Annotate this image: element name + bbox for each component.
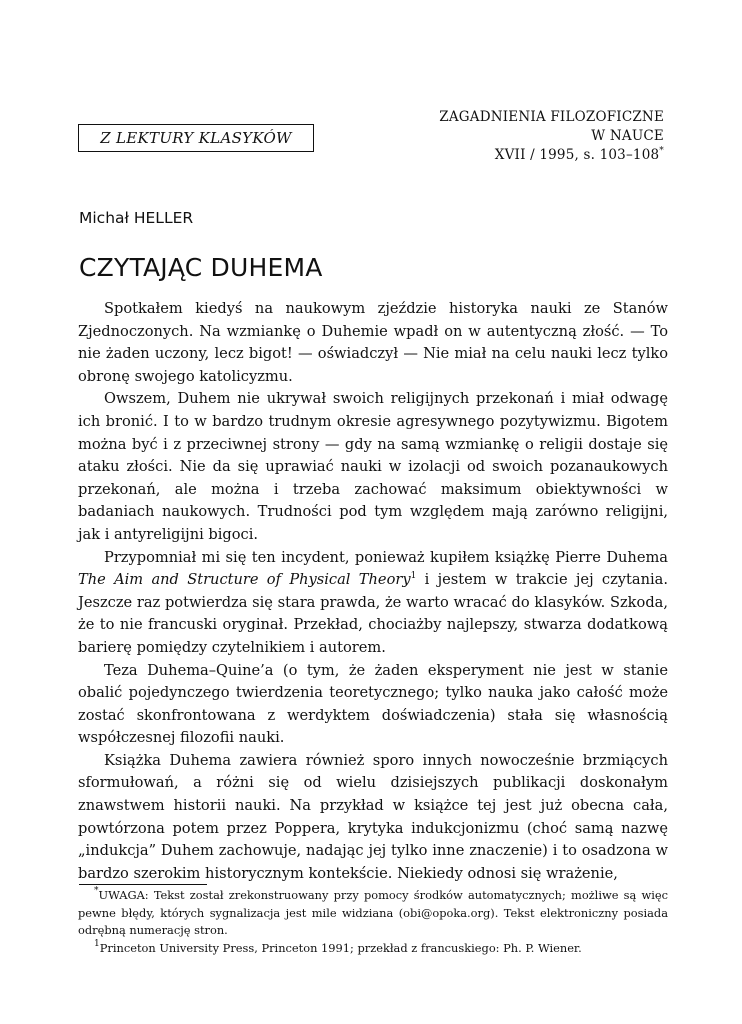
paragraph-3 xyxy=(78,547,668,660)
paragraph-3-start: Przypomniał mi się ten incydent, ponieważ kupiłem książkę Pierre Duhema xyxy=(104,548,668,566)
journal-issue-text: XVII / 1995, s. 103–108 xyxy=(494,147,660,163)
paragraph-1: Spotkałem kiedyś na naukowym zjeździe historyka nauki ze Stanów Zjednoczonych. Na wzmiankę o Duhemie wpadł on w autentyczną złość. — To nie żaden uczony, lecz bigot! — oświadczył — Nie miał na celu nauki lecz tylko obronę swojego katolicyzmu. xyxy=(78,300,668,385)
journal-issue xyxy=(439,146,664,165)
footnote-star xyxy=(78,887,668,940)
footnote-1 xyxy=(78,940,668,958)
footnote-star-mark: * xyxy=(94,886,99,896)
footnotes xyxy=(78,887,668,957)
footnote-star-text: UWAGA: Tekst został zrekonstruowany przy pomocy środków automatycznych; możliwe są więc pewne błędy, których sygnalizacja jest mile widziana (obi@opoka.org). Tekst elektroniczny posiada odrębną numerację stron. xyxy=(78,888,668,937)
article-author: Michał HELLER xyxy=(79,209,194,227)
footnote-1-text: Princeton University Press, Princeton 1991; przekład z francuskiego: Ph. P. Wiener. xyxy=(99,940,582,955)
footnote-1-mark: 1 xyxy=(94,938,100,949)
article-title: CZYTAJĄC DUHEMA xyxy=(79,253,323,282)
section-label: Z LEKTURY KLASYKÓW xyxy=(100,129,292,147)
book-title: The Aim and Structure of Physical Theory xyxy=(78,571,411,589)
journal-footnote-mark: * xyxy=(659,146,664,156)
paragraph-2: Owszem, Duhem nie ukrywał swoich religijnych przekonań i miał odwagę ich bronić. I to w bardzo trudnym okresie agresywnego pozytywizmu. Bigotem można być i z przeciwnej strony — gdy na samą wzmiankę o religii dostaje się ataku złości. Nie da się uprawiać nauki w izolacji od swoich pozanaukowych przekonań, ale można i trzeba zachować maksimum obiektywności w badaniach naukowych. Trudności pod tym względem mają zarówno religijni, jak i antyreligijni bigoci. xyxy=(78,390,668,543)
paragraph-5: Książka Duhema zawiera również sporo innych nowocześnie brzmiących sformułowań, a różni się od wielu dzisiejszych publikacji doskonałym znawstwem historii nauki. Na przykład w książce tej jest już obecna cała, powtórzona potem przez Poppera, krytyka indukcjonizmu (choć samą nazwę „indukcja” Duhem zachowuje, nadając jej tylko inne znaczenie) i to osadzona w bardzo szerokim historycznym kontekście. Niekiedy odnosi się wrażenie, xyxy=(78,751,668,882)
footnote-ref-1[interactable]: 1 xyxy=(410,571,417,582)
section-label-box xyxy=(78,124,314,152)
footnote-divider xyxy=(79,884,207,885)
journal-subtitle: W NAUCE xyxy=(591,128,664,144)
paragraph-3-end: i jestem w trakcie jej czytania. Jeszcze raz potwierdza się stara prawda, że warto wracać do klasyków. Szkoda, że to nie francuski oryginał. Przekład, chociażby najlepszy, stwarza dodatkową barierę pomiędzy czytelnikiem i autorem. xyxy=(78,571,668,656)
journal-header xyxy=(439,108,664,165)
paragraph-4: Teza Duhema–Quine’a (o tym, że żaden eksperyment nie jest w stanie obalić pojedynczego twierdzenia teoretycznego; tylko nauka jako całość może zostać skonfrontowana z werdyktem doświadczenia) stała się własnością współczesnej filozofii nauki. xyxy=(78,661,668,747)
journal-name: ZAGADNIENIA FILOZOFICZNE xyxy=(439,109,664,125)
article-body xyxy=(78,298,668,885)
